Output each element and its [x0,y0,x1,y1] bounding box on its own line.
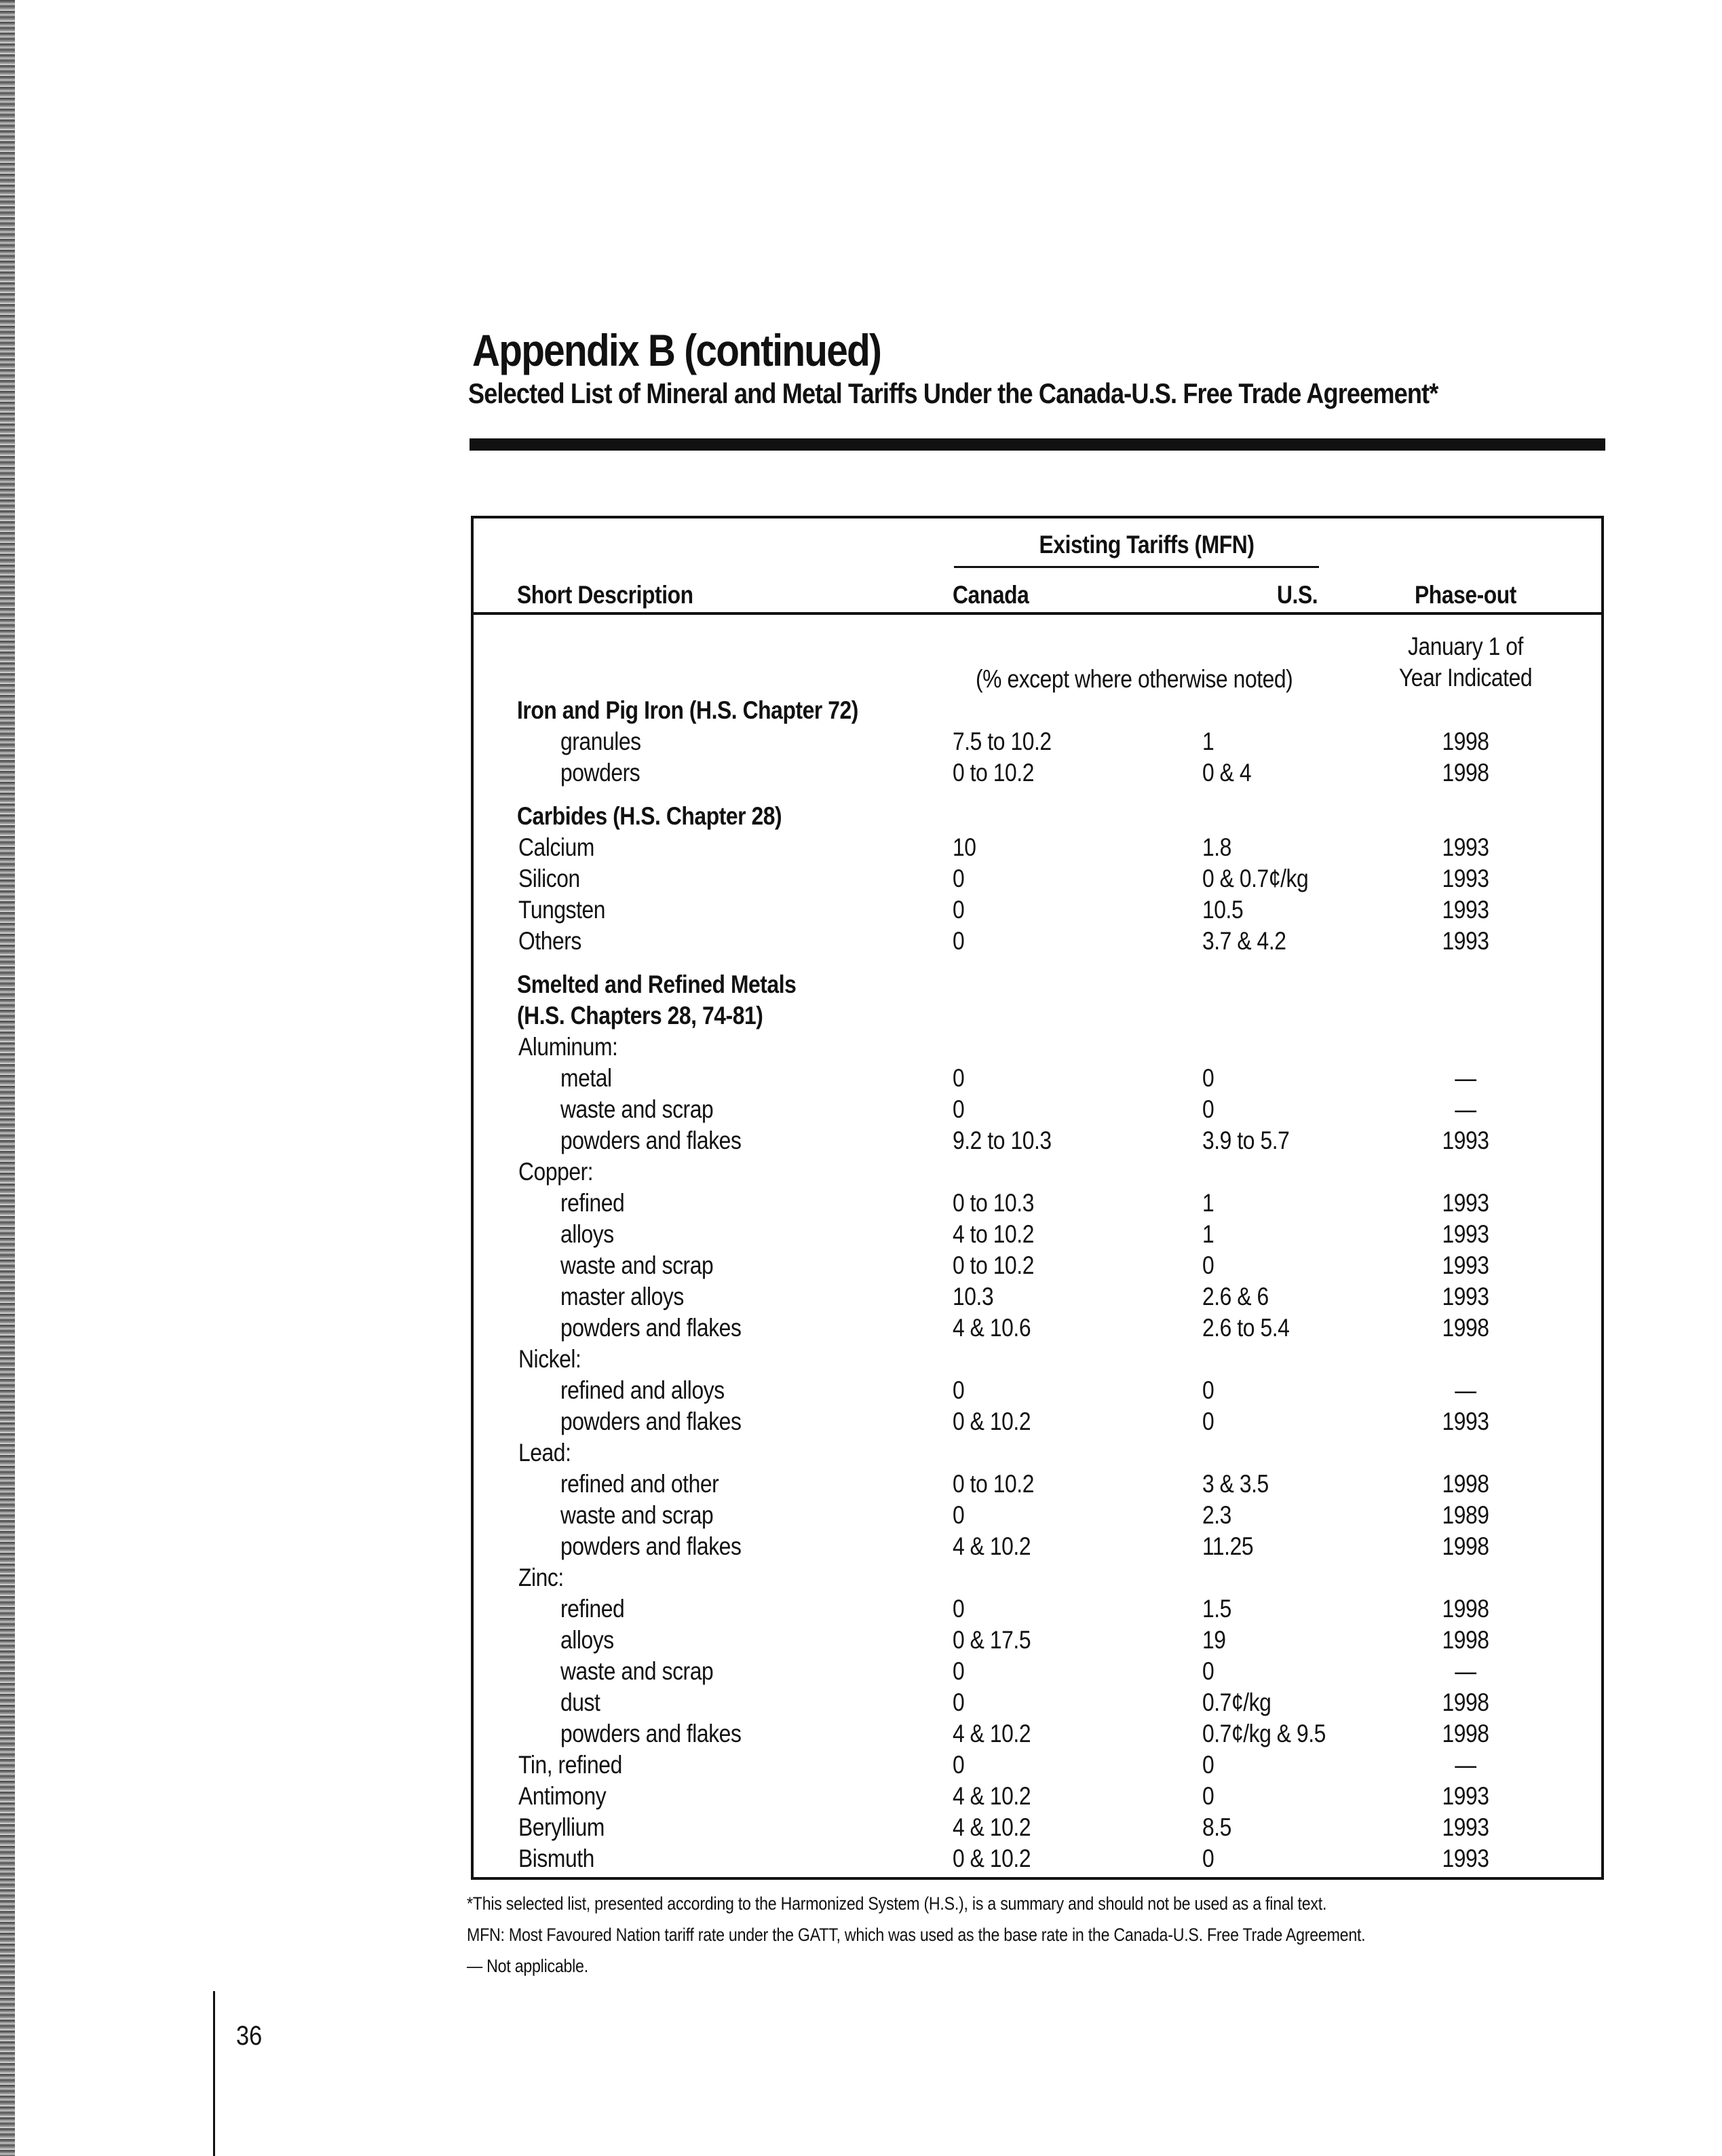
canada-tariff: 0 [953,1376,965,1404]
row-description: powders and flakes [560,1407,742,1435]
canada-tariff: 0 [953,1688,965,1716]
canada-tariff: 0 & 17.5 [953,1626,1031,1654]
footnote-mfn-definition: MFN: Most Favoured Nation tariff rate under the GATT, which was used as the base rate in the Canada-U.S. Free Trade Agreement. [467,1925,1366,1945]
us-tariff: 11.25 [1202,1532,1254,1560]
us-tariff: 1.8 [1202,833,1231,861]
row-description: powders and flakes [560,1532,742,1560]
phase-out-year: 1993 [1442,1782,1489,1810]
phase-out-year: 1993 [1442,833,1489,861]
short-description-header: Short Description [517,581,693,609]
phase-out-year: 1993 [1442,896,1489,924]
canada-tariff: 0 [953,1501,965,1529]
phase-out-year: 1998 [1442,1595,1489,1623]
row-description: Copper: [518,1158,594,1186]
canada-tariff: 0 to 10.2 [953,1251,1034,1279]
phase-out-year: — [1455,1657,1476,1685]
phase-out-header: Phase-out [1415,581,1516,609]
canada-tariff: 0 [953,1095,965,1123]
us-tariff: 0 [1202,1376,1214,1404]
phase-out-year: 1998 [1442,1532,1489,1560]
us-tariff: 0.7¢/kg [1202,1688,1271,1716]
row-description: refined and other [560,1470,719,1498]
phase-out-year: 1993 [1442,1189,1489,1217]
us-tariff: 19 [1202,1626,1226,1654]
us-tariff: 2.6 & 6 [1202,1283,1269,1310]
phase-out-year: 1998 [1442,1720,1489,1747]
phase-out-year: 1993 [1442,1407,1489,1435]
row-description: master alloys [560,1283,684,1310]
us-tariff: 0 [1202,1845,1214,1872]
phase-out-year: 1993 [1442,865,1489,892]
row-description: waste and scrap [560,1095,714,1123]
row-description: waste and scrap [560,1657,714,1685]
us-header: U.S. [1277,581,1318,609]
phase-out-year: 1998 [1442,1626,1489,1654]
phase-out-year: — [1455,1376,1476,1404]
row-description: Nickel: [518,1345,581,1373]
canada-tariff: 0 [953,1657,965,1685]
row-description: Zinc: [518,1564,564,1591]
row-description: refined [560,1595,625,1623]
row-description: powders and flakes [560,1127,742,1154]
canada-tariff: 0 [953,896,965,924]
phase-out-year: 1998 [1442,1314,1489,1342]
us-tariff: 0.7¢/kg & 9.5 [1202,1720,1326,1747]
row-description: powders and flakes [560,1720,742,1747]
canada-tariff: 4 & 10.2 [953,1813,1031,1841]
row-description: powders [560,759,640,787]
section-heading: Iron and Pig Iron (H.S. Chapter 72) [517,696,858,724]
row-description: waste and scrap [560,1501,714,1529]
phase-out-year: — [1455,1064,1476,1092]
us-tariff: 0 [1202,1751,1214,1779]
row-description: Antimony [518,1782,607,1810]
row-description: Silicon [518,865,580,892]
page-margin-line [213,1991,215,2156]
phase-out-year: 1993 [1442,1127,1489,1154]
canada-tariff: 0 to 10.2 [953,1470,1034,1498]
phase-out-year: 1989 [1442,1501,1489,1529]
phase-out-year: — [1455,1751,1476,1779]
us-tariff: 0 [1202,1657,1214,1685]
canada-tariff: 0 [953,865,965,892]
row-description: refined [560,1189,625,1217]
section-heading: Smelted and Refined Metals [517,970,797,998]
us-tariff: 1.5 [1202,1595,1231,1623]
us-tariff: 3.7 & 4.2 [1202,927,1286,955]
phase-out-note-line1: January 1 of [1408,632,1523,660]
us-tariff: 10.5 [1202,896,1244,924]
row-description: Lead: [518,1439,571,1467]
canada-tariff: 4 & 10.2 [953,1720,1031,1747]
units-note: (% except where otherwise noted) [976,665,1293,693]
row-description: Others [518,927,581,955]
phase-out-year: 1993 [1442,1251,1489,1279]
footnote-harmonized-system: *This selected list, presented according to the Harmonized System (H.S.), is a summary and should not be used as a final text. [467,1893,1327,1914]
phase-out-year: 1998 [1442,1688,1489,1716]
row-description: Aluminum: [518,1033,618,1061]
scanned-binding-edge [0,0,15,2156]
us-tariff: 0 [1202,1407,1214,1435]
phase-out-year: 1993 [1442,1220,1489,1248]
us-tariff: 2.6 to 5.4 [1202,1314,1290,1342]
us-tariff: 8.5 [1202,1813,1231,1841]
phase-out-note-line2: Year Indicated [1398,664,1533,692]
row-description: refined and alloys [560,1376,725,1404]
us-tariff: 3 & 3.5 [1202,1470,1269,1498]
appendix-subtitle: Selected List of Mineral and Metal Tariffs Under the Canada-U.S. Free Trade Agreement* [468,377,1438,409]
us-tariff: 2.3 [1202,1501,1231,1529]
phase-out-year: 1998 [1442,759,1489,787]
footnote-not-applicable: — Not applicable. [467,1956,588,1976]
phase-out-year: 1998 [1442,1470,1489,1498]
row-description: Bismuth [518,1845,594,1872]
canada-tariff: 4 to 10.2 [953,1220,1034,1248]
canada-tariff: 9.2 to 10.3 [953,1127,1052,1154]
canada-tariff: 0 [953,1064,965,1092]
us-tariff: 1 [1202,1189,1214,1217]
row-description: Calcium [518,833,594,861]
canada-tariff: 0 to 10.3 [953,1189,1034,1217]
us-tariff: 0 [1202,1782,1214,1810]
canada-tariff: 10 [953,833,976,861]
phase-out-year: 1993 [1442,1283,1489,1310]
title-rule [470,438,1605,451]
canada-tariff: 4 & 10.6 [953,1314,1031,1342]
section-heading: (H.S. Chapters 28, 74-81) [517,1002,763,1029]
us-tariff: 3.9 to 5.7 [1202,1127,1290,1154]
phase-out-year: 1993 [1442,1845,1489,1872]
existing-tariffs-group-rule [954,566,1319,568]
row-description: dust [560,1688,600,1716]
row-description: alloys [560,1626,614,1654]
canada-tariff: 0 [953,1751,965,1779]
phase-out-year: 1993 [1442,927,1489,955]
us-tariff: 0 & 4 [1202,759,1252,787]
row-description: Tin, refined [518,1751,622,1779]
row-description: Beryllium [518,1813,605,1841]
us-tariff: 0 & 0.7¢/kg [1202,865,1309,892]
canada-tariff: 0 to 10.2 [953,759,1034,787]
us-tariff: 0 [1202,1064,1214,1092]
us-tariff: 1 [1202,1220,1214,1248]
row-description: alloys [560,1220,614,1248]
canada-tariff: 4 & 10.2 [953,1532,1031,1560]
row-description: metal [560,1064,612,1092]
canada-tariff: 10.3 [953,1283,994,1310]
row-description: waste and scrap [560,1251,714,1279]
us-tariff: 1 [1202,727,1214,755]
canada-tariff: 7.5 to 10.2 [953,727,1052,755]
canada-tariff: 0 & 10.2 [953,1407,1031,1435]
row-description: granules [560,727,641,755]
phase-out-year: — [1455,1095,1476,1123]
section-heading: Carbides (H.S. Chapter 28) [517,802,782,830]
canada-tariff: 4 & 10.2 [953,1782,1031,1810]
row-description: powders and flakes [560,1314,742,1342]
us-tariff: 0 [1202,1095,1214,1123]
canada-header: Canada [953,581,1029,609]
phase-out-year: 1993 [1442,1813,1489,1841]
appendix-title: Appendix B (continued) [472,325,881,375]
row-description: Tungsten [518,896,606,924]
existing-tariffs-header: Existing Tariffs (MFN) [1039,531,1255,559]
us-tariff: 0 [1202,1251,1214,1279]
canada-tariff: 0 [953,1595,965,1623]
canada-tariff: 0 [953,927,965,955]
table-header-rule [471,612,1604,615]
page-number: 36 [236,2021,263,2051]
canada-tariff: 0 & 10.2 [953,1845,1031,1872]
phase-out-year: 1998 [1442,727,1489,755]
